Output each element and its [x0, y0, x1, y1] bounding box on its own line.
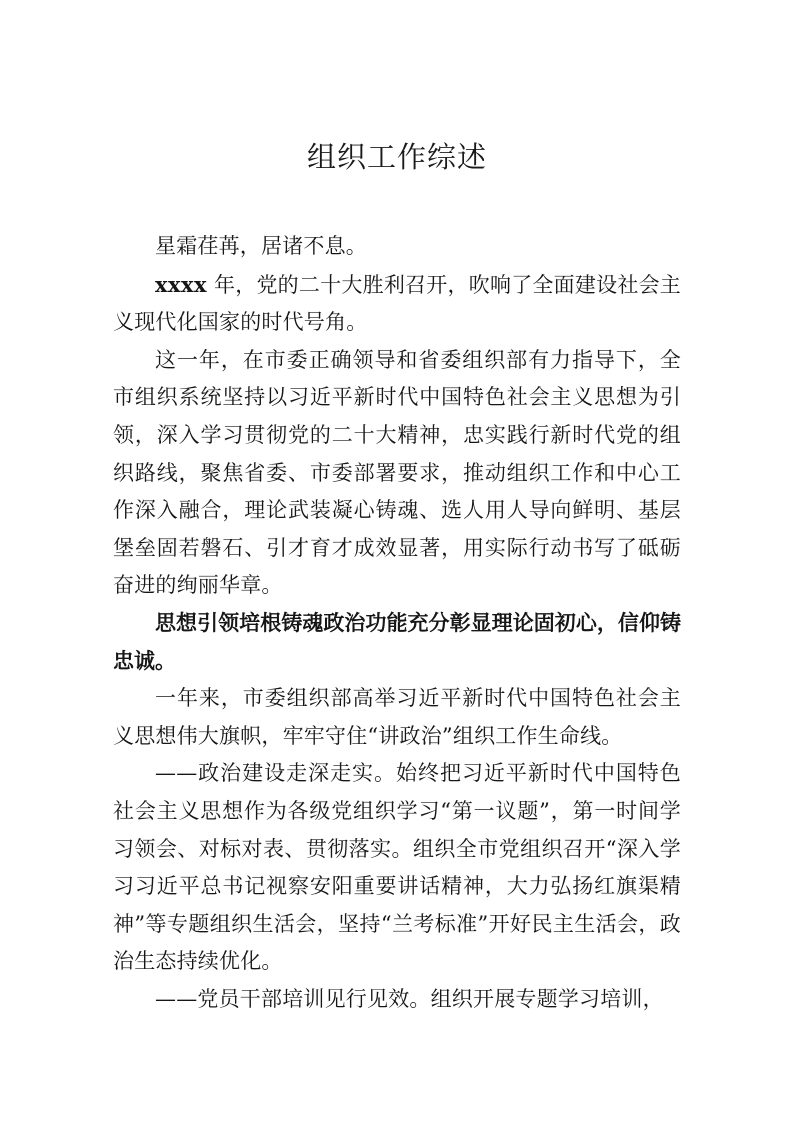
paragraph-2: [113, 266, 681, 342]
year-placeholder-text: xxxx: [155, 271, 208, 297]
title-spacer: [113, 176, 681, 228]
paragraph-2-text: 年，党的二十大胜利召开，吹响了全面建设社会主义现代化国家的时代号角。: [113, 272, 681, 335]
paragraph-7: ——党员干部培训见行见效。组织开展专题学习培训，: [155, 986, 664, 1011]
paragraph-6: ——政治建设走深走实。始终把习近平新时代中国特色社会主义思想作为各级党组织学习“第一议题”，第一时间学习领会、对标对表、贯彻落实。组织全市党组织召开“深入学习习近平总书记视察安阳重要讲话精神，大力弘扬红旗渠精神”等专题组织生活会，坚持“兰考标准”开好民主生活会，政治生态持续优化。: [113, 761, 681, 974]
paragraph-3: 这一年，在市委正确领导和省委组织部有力指导下，全市组织系统坚持以习近平新时代中国特色社会主义思想为引领，深入学习贯彻党的二十大精神，忠实践行新时代党的组织路线，聚焦省委、市委部署要求，推动组织工作和中心工作深入融合，理论武装凝心铸魂、选人用人导向鲜明、基层堡垒固若磐石、引才育才成效显著，用实际行动书写了砥砺奋进的绚丽华章。: [113, 347, 681, 598]
page-title: 组织工作综述: [306, 140, 487, 174]
section-heading-1: 思想引领培根铸魂政治功能充分彰显理论固初心，信仰铸忠诚。: [113, 610, 681, 673]
paragraph-5: 一年来，市委组织部高举习近平新时代中国特色社会主义思想伟大旗帜，牢牢守住“讲政治”组织工作生命线。: [113, 686, 681, 748]
document-text-column: [113, 0, 681, 1018]
paragraph-1: 星霜荏苒，居诸不息。: [155, 234, 367, 258]
